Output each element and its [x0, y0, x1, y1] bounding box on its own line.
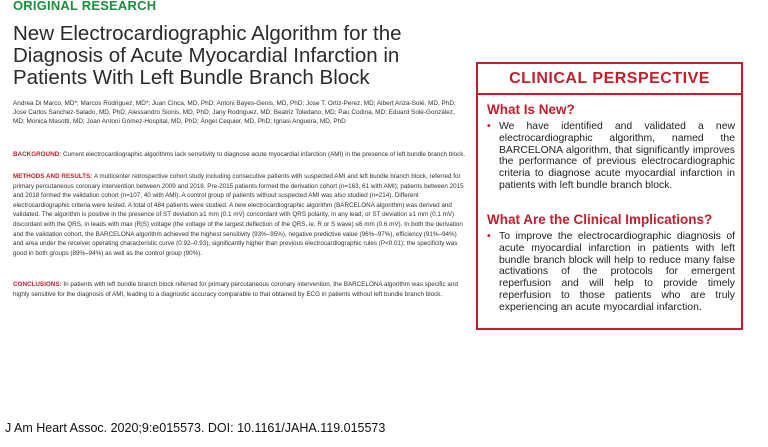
methods-text: A multicenter retrospective cohort study including consecutive patients with suspected AMI and left bundle branch block, referred for primary percutaneous coronary intervention between 2009 and 2018. Pre-2015 patients formed the derivation cohort (n=163, 61 with AMI); patients between 2015 and 2018 formed the validation cohort (n=107, 40 with AMI). A control group of patients without suspected AMI was also studied (n=214). Different electrocardiographic criteria were tested. A total of 484 patients were studied. A new electrocardiographic algorithm (BARCELONA algorithm) was derived and validated. The algorithm is positive in the presence of ST deviation ≥1 mm (0.1 mV) concordant with QRS polarity, in any lead, or ST deviation ≥1 mm (0.1 mV) discordant with the QRS, in leads with max (R|S) voltage (the voltage of the largest deflection of the QRS, ie, R or S wave) ≤6 mm (0.6 mV). In both the derivation and the validation cohort, the BARCELONA algorithm achieved the highest sensitivity (93%–95%), negative predictive value (96%–97%), efficiency (91%–94%) and area under the receiver operating characteristic curve (0.92–0.93), significantly higher than previous electrocardiographic rules (P<0.01); the specificity was good in both groups (89%–94%) as well as the control group (90%). — [13, 173, 464, 257]
background-text: Current electrocardiographic algorithms lack sensitivity to diagnose acute myocardial infarction (AMI) in the presence of left bundle branch block. — [63, 151, 466, 158]
clinical-implications-text: To improve the electrocardiographic diagnosis of acute myocardial infarction in patients with left bundle branch block will help to reduce many false activations of the protocols for emergent reperfusion and will help to provide timely reperfusion to those patients who are truly experiencing an acute myocardial infarction. — [499, 231, 735, 313]
background-label: BACKGROUND: — [13, 151, 62, 158]
bullet-marker: • — [487, 121, 491, 132]
clinical-implications-bullet — [487, 231, 735, 314]
title-divider — [478, 93, 741, 95]
clinical-implications-heading: What Are the Clinical Implications? — [487, 212, 713, 227]
conclusions-text: In patients with left bundle branch block referred for primary percutaneous coronary intervention, the BARCELONA algorithm was specific and highly sensitive for the diagnosis of AMI, leading to a diagnostic accuracy comparable to that obtained by ECG in patients without left bundle branch block. — [13, 281, 458, 298]
abstract-background — [13, 150, 468, 160]
clinical-perspective-box — [476, 62, 743, 330]
author-list: Andrea Di Marco, MD*; Marcos Rodriguez, MD*; Juan Cinca, MD, PhD; Antoni Bayes-Genis, MD, PhD; Jose T. Ortiz-Perez, MD; Albert Ariza-Solé, MD, PhD; Jose Carlos Sanchez-Salado, MD, PhD; Alessandro Sionis, MD, PhD; Jany Rodriguez, MD; Beatriz Toledano, MD; Pau Codina, MD; Eduard Solé-González, MD; Monica Masotti, MD; Joan Antoni Gómez-Hospital, MD, PhD; Ángel Cequier, MD, PhD; Ignasi Anguera, MD, PhD — [13, 100, 456, 126]
section-label: ORIGINAL RESEARCH — [13, 0, 157, 13]
abstract-methods — [13, 172, 468, 258]
methods-label: METHODS AND RESULTS: — [13, 173, 93, 180]
clinical-perspective-title: CLINICAL PERSPECTIVE — [509, 70, 710, 87]
abstract-conclusions — [13, 280, 468, 299]
what-is-new-text: We have identified and validated a new electrocardiographic algorithm, named the BARCELONA algorithm, that significantly improves the performance of previous electrocardiographic criteria to diagnose acute myocardial infarction in patients with left bundle branch block. — [499, 121, 735, 191]
conclusions-label: CONCLUSIONS: — [13, 281, 62, 288]
what-is-new-bullet — [487, 121, 735, 192]
article-title: New Electrocardiographic Algorithm for the Diagnosis of Acute Myocardial Infarction in Patients With Left Bundle Branch Block — [13, 22, 402, 89]
citation: J Am Heart Assoc. 2020;9:e015573. DOI: 10.1161/JAHA.119.015573 — [5, 421, 386, 435]
bullet-marker: • — [487, 231, 491, 242]
what-is-new-heading: What Is New? — [487, 102, 575, 117]
